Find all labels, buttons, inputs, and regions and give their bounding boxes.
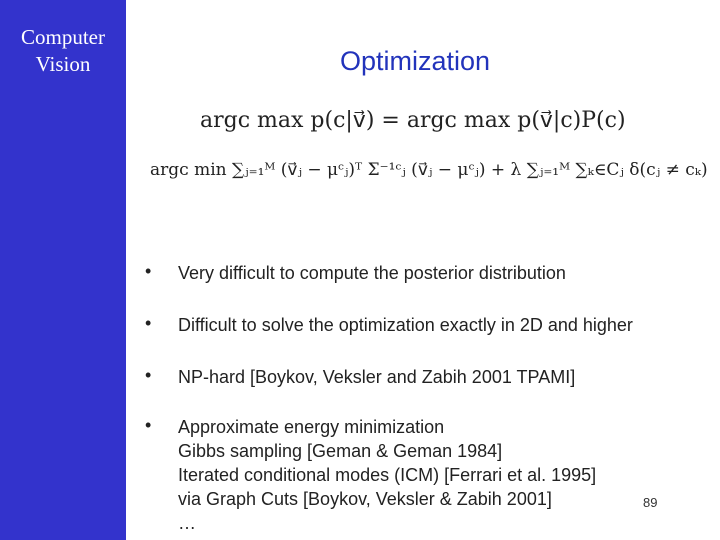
bullet-item xyxy=(145,365,705,389)
energy-equation: argᴄ min ∑ⱼ₌₁ᴹ (v⃗ⱼ − μᶜⱼ)ᵀ Σ⁻¹ᶜⱼ (v⃗ⱼ − μᶜⱼ) + λ ∑ⱼ₌₁ᴹ ∑ₖ∈Cⱼ δ(cⱼ ≠ cₖ) xyxy=(150,160,708,180)
course-title-line2: Vision xyxy=(35,52,91,76)
bullet-dot: • xyxy=(145,415,152,435)
bullet-text: Approximate energy minimization xyxy=(178,417,445,437)
posterior-equation: argᴄ max p(c|v⃗) = argᴄ max p(v⃗|c)P(c) xyxy=(200,108,626,133)
course-title-line1: Computer xyxy=(21,25,105,49)
sub-item: Gibbs sampling [Geman & Geman 1984] xyxy=(178,441,503,461)
bullet-item xyxy=(145,261,705,285)
bullet-item xyxy=(145,415,705,535)
bullet-item xyxy=(145,313,705,337)
slide-title: Optimization xyxy=(340,46,491,76)
bullet-dot: • xyxy=(145,365,152,385)
bullet-dot: • xyxy=(145,261,152,281)
bullet-dot: • xyxy=(145,313,152,333)
page-number: 89 xyxy=(643,495,658,510)
bullet-text: NP-hard [Boykov, Veksler and Zabih 2001 TPAMI] xyxy=(178,367,576,387)
course-title xyxy=(0,24,126,78)
sub-item: … xyxy=(178,513,196,533)
sub-item: Iterated conditional modes (ICM) [Ferrari et al. 1995] xyxy=(178,465,597,485)
sidebar xyxy=(0,0,126,540)
bullet-text: Difficult to solve the optimization exactly in 2D and higher xyxy=(178,315,633,335)
bullet-list xyxy=(145,261,705,535)
bullet-text: Very difficult to compute the posterior distribution xyxy=(178,263,566,283)
sub-item: via Graph Cuts [Boykov, Veksler & Zabih 2001] xyxy=(178,489,552,509)
